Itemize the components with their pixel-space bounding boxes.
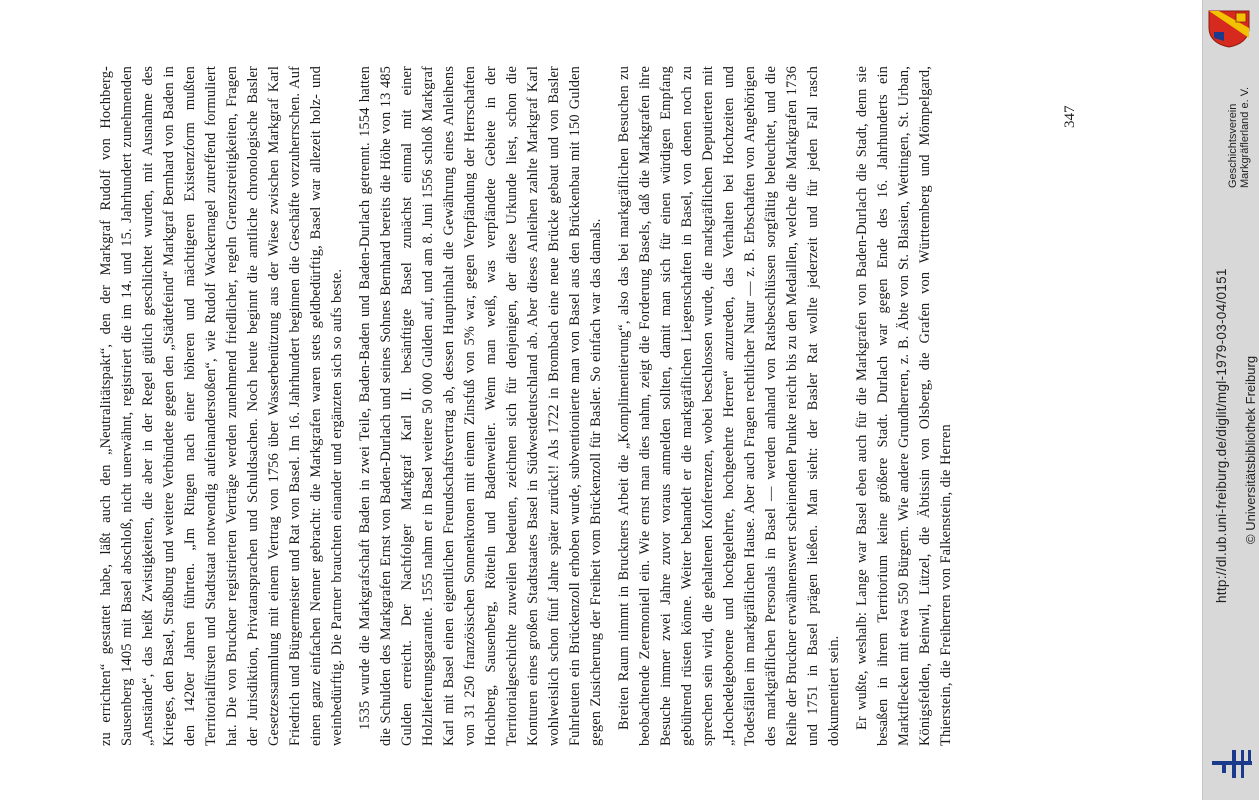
- page-number: 347: [1062, 105, 1078, 128]
- society-crest-icon: [1206, 8, 1252, 48]
- permalink-url[interactable]: http://dl.ub.uni-freiburg.de/diglit/mgl-1979-03-04/0151: [1214, 268, 1229, 603]
- university-library-logo-icon: [1210, 746, 1256, 782]
- publisher-name-line2: Markgräflerland e. V.: [1239, 86, 1251, 188]
- paragraph-2: 1535 wurde die Markgrafschaft Baden in zwei Teile, Baden-Baden und Baden-Durlach getrennt. 1554 hatten die Schulden des Markgrafen Ernst von Baden-Durlach und seines Sohnes Bernhard bereits die Höhe von 13 485 Gulden erreicht. Der Nachfolger Markgraf Karl II. besänftigte Basel zunächst einmal mit einer Holzlieferungsgarantie. 1555 nahm er in Basel weitere 50 000 Gulden auf, und am 8. Juni 1556 schloß Markgraf Karl mit Basel einen eigentlichen Freundschaftsvertrag ab, dessen Hauptinhalt die Gewährung eines Anleihens von 31 250 französischen Sonnenkronen mit einem Zinsfuß von 5% war, gegen Verpfändung der Herrschaften Hochberg, Sausenberg, Rötteln und Badenweiler. Wenn man weiß, was verpfändete Gebiete in der Territorialgeschichte zuweilen bedeuten, zeichnen sich für denjenigen, der diese Urkunde liest, schon die Konturen eines großen Stadtstaates Basel in Südwestdeutschland ab. Aber dieses Anleihen zahlte Markgraf Karl wohlweislich schon fünf Jahre später zurück!! Als 1722 in Brombach eine neue Brücke gebaut und von Basler Fuhrleuten ein Brückenzoll erhoben wurde, subventionierte man von Basel aus den Brückenbau mit 150 Gulden gegen Zusicherung der Freiheit vom Brückenzoll für Basler. So einfach war das damals.: [357, 66, 604, 746]
- paragraph-1: zu errichten“ gestattet habe, läßt auch den „Neutralitätspakt“, den der Markgraf Rudolf von Hochberg-Sausenberg 1405 mit Basel abschloß, nicht unerwähnt, registriert die im 14. und 15. Jahrhundert zunehmenden „Anstände“, das heißt Zwistigkeiten, die aber in der Regel gütlich geschlichtet wurden, mit Ausnahme des Krieges, den Basel, Straßburg und weitere Verbündete gegen den „Städtefeind“ Markgraf Bernhard von Baden in den 1420er Jahren führten. „Im Ringen nach einer höheren und mächtigeren Existenzform mußten Territorialfürsten und Stadtstaat notwendig aufeinanderstoßen“, wie Rudolf Wackernagel zutreffend formuliert hat. Die von Bruckner registrierten Verträge werden zunehmend friedlicher, regeln Grenzstreitigkeiten, Fragen der Jurisdiktion, Privatansprachen und Schuldsachen. Noch heute beginnt die amtliche chronologische Basler Gesetzessammlung mit einem Vertrag von 1756 über Wasserbenützung aus der Wiese zwischen Markgraf Karl Friedrich und Bürgermeister und Rat von Basel. Im 16. Jahrhundert beginnen die Geschäfte vorzuherrschen. Auf einen ganz einfachen Nenner gebracht: die Markgrafen waren stets geldbedürftig, Basel war allezeit holz- und weinbedürftig. Die Partner brauchten einander und ergänzten sich so aufs beste.: [98, 66, 345, 746]
- publisher-name-line1: Geschichtsverein: [1227, 103, 1239, 188]
- paragraph-4: Er wußte, weshalb: Lange war Basel eben auch für die Markgrafen von Baden-Durlach die Stadt, denn sie besaßen in ihrem Territorium keine größere Stadt. Durlach war gegen Ende des 16. Jahrhunderts ein Marktflecken mit etwa 550 Bürgern. Wie andere Grundherren, z. B. Äbte von St. Blasien, Wettingen, St. Urban, Königsfelden, Beinwil, Lützel, die Äbtissin von Olsberg, die Grafen von Württemberg und Mömpelgard, Thierstein, die Freiherren von Falkenstein, die Herren: [854, 66, 954, 746]
- copyright-notice: © Universitätsbibliothek Freiburg: [1243, 355, 1258, 544]
- paragraph-3: Breiten Raum nimmt in Bruckners Arbeit die „Komplimentierung“, also das bei markgräflichen Besuchen zu beobachtende Zeremoniell ein. Wie ernst man dies nahm, zeigt die Forderung Basels, daß die Markgrafen ihre Besuche immer zwei Jahre zuvor voraus anmelden sollten, damit man sich für einen würdigen Empfang gebührend rüsten könne. Weiter behandelt er die markgräflichen Liegenschaften in Basel, von denen noch zu sprechen sein wird, die gehaltenen Konferenzen, wobei beschlossen wurde, die markgräflichen Deputierten mit „Hochedelgeborene und hochgelehrte, hochgeehrte Herren“ anzureden, das Verhalten bei Hochzeiten und Todesfällen im markgräflichen Hause. Aber auch Fragen rechtlicher Natur — z. B. Erbschaften von Angehörigen des markgräflichen Personals in Basel — werden anhand von Ratsbeschlüssen sorgfältig beleuchtet, und die Reihe der Bruckner erwähnenswert scheinenden Punkte reicht bis zu den Medaillen, welche die Markgrafen 1736 und 1751 in Basel prägen ließen. Man sieht: der Basler Rat wollte jederzeit und für jeden Fall rasch dokumentiert sein.: [616, 66, 842, 746]
- page-text-block: [96, 66, 1056, 746]
